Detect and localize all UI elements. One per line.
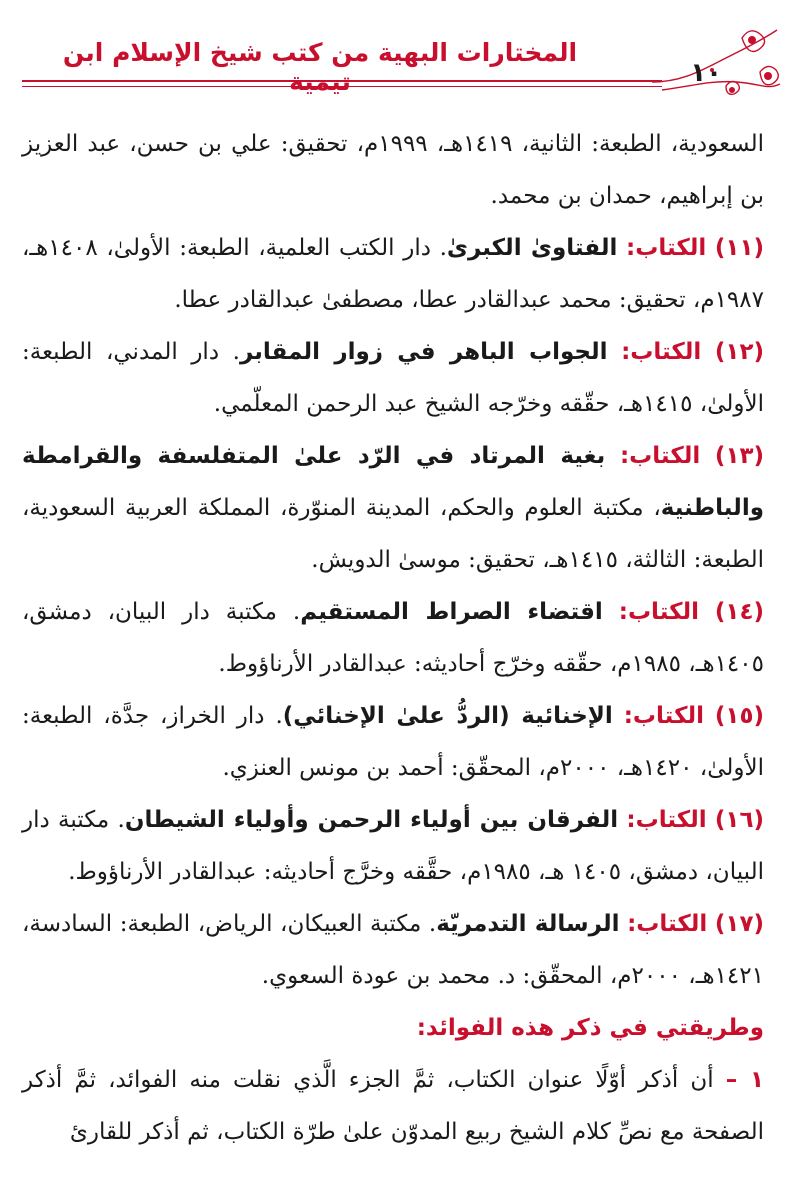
entry-number: (١١) [714,235,765,261]
header-rule [22,80,662,82]
book-title: المختارات البهية من كتب شيخ الإسلام ابن [62,38,578,67]
entry-label: الكتاب: [618,599,699,625]
entry-title: الجواب الباهر في زوار المقابر [239,339,608,365]
entry-details: . مكتبة دار البيان، دمشق، ١٤٠٥ هـ، ١٩٨٥م، حقَّقه وخرَّج أحاديثه: عبدالقادر الأرناؤوط. [22,807,764,885]
entry-number: (١٦) [714,807,765,833]
entry-details: ، مكتبة العلوم والحكم، المدينة المنوّرة، المملكة العربية السعودية، الطبعة: الثالثة، ١٤١٥هـ، تحقيق: موسىٰ الدويش. [22,495,764,573]
entry-number: (١٧) [714,911,764,937]
method-item-1 [22,1054,764,1158]
method-heading: وطريقتي في ذكر هذه الفوائد: [416,1015,764,1041]
entry-title: بغية المرتاد في الرّد علىٰ المتفلسفة والقرامطة والباطنية [22,443,764,521]
method-item-text: أن أذكر أوّلًا عنوان الكتاب، ثمَّ الجزء الَّذي نقلت منه الفوائد، ثمَّ أذكر الصفحة مع نصِّ كلام الشيخ ربيع المدوّن علىٰ طرّة الكتاب، ثم أذكر للقارئ [22,1067,764,1145]
entry-11 [22,222,764,326]
entry-title: الفرقان بين أولياء الرحمن وأولياء الشيطان [124,807,619,833]
page-number: ١٠ [690,58,722,88]
entry-details: . مكتبة دار البيان، دمشق، ١٤٠٥هـ، ١٩٨٥م، حقّقه وخرّج أحاديثه: عبدالقادر الأرناؤوط. [22,599,764,677]
entry-title: الإخنائية (الردُّ علىٰ الإخنائي) [282,703,613,729]
entry-13 [22,430,764,586]
entry-number: (١٥) [714,703,765,729]
entry-details: . دار الخراز، جدَّة، الطبعة: الأولىٰ، ١٤٢٠هـ، ٢٠٠٠م، المحقّق: أحمد بن مونس العنزي. [22,703,764,781]
page-body [22,118,764,1158]
entry-number: (١٢) [714,339,765,365]
entry-17 [22,898,764,1002]
entry-number: (١٤) [714,599,765,625]
entry-details: . دار الكتب العلمية، الطبعة: الأولىٰ، ١٤٠٨هـ، ١٩٨٧م، تحقيق: محمد عبدالقادر عطا، مصطفىٰ عبدالقادر عطا. [22,235,764,313]
entry-label: الكتاب: [626,807,707,833]
entry-15 [22,690,764,794]
header-rule-thin [22,86,662,87]
entry-label: الكتاب: [627,911,708,937]
method-item-number: ١ – [725,1067,765,1093]
entry-title: الفتاوىٰ الكبرىٰ [446,235,618,261]
entry-title: الرسالة التدمريّة [436,911,620,937]
entry-details: . مكتبة العبيكان، الرياض، الطبعة: السادسة، ١٤٢١هـ، ٢٠٠٠م، المحقّق: د. محمد بن عودة السعوي. [22,911,764,989]
page-header [0,0,792,100]
entry-label: الكتاب: [626,235,707,261]
entry-16 [22,794,764,898]
entry-label: الكتاب: [623,703,704,729]
entry-12 [22,326,764,430]
entry-14 [22,586,764,690]
entry-number: (١٣) [714,443,765,469]
paragraph: السعودية، الطبعة: الثانية، ١٤١٩هـ، ١٩٩٩م، تحقيق: علي بن حسن، عبد العزيز بن إبراهيم، حمدان بن محمد. [22,131,764,209]
page-bottom [0,1160,792,1200]
entry-label: الكتاب: [619,443,701,469]
entry-label: الكتاب: [621,339,702,365]
entry-details: . دار المدني، الطبعة: الأولىٰ، ١٤١٥هـ، حقّقه وخرّجه الشيخ عبد الرحمن المعلّمي. [22,339,764,417]
entry-title: اقتضاء الصراط المستقيم [300,599,603,625]
